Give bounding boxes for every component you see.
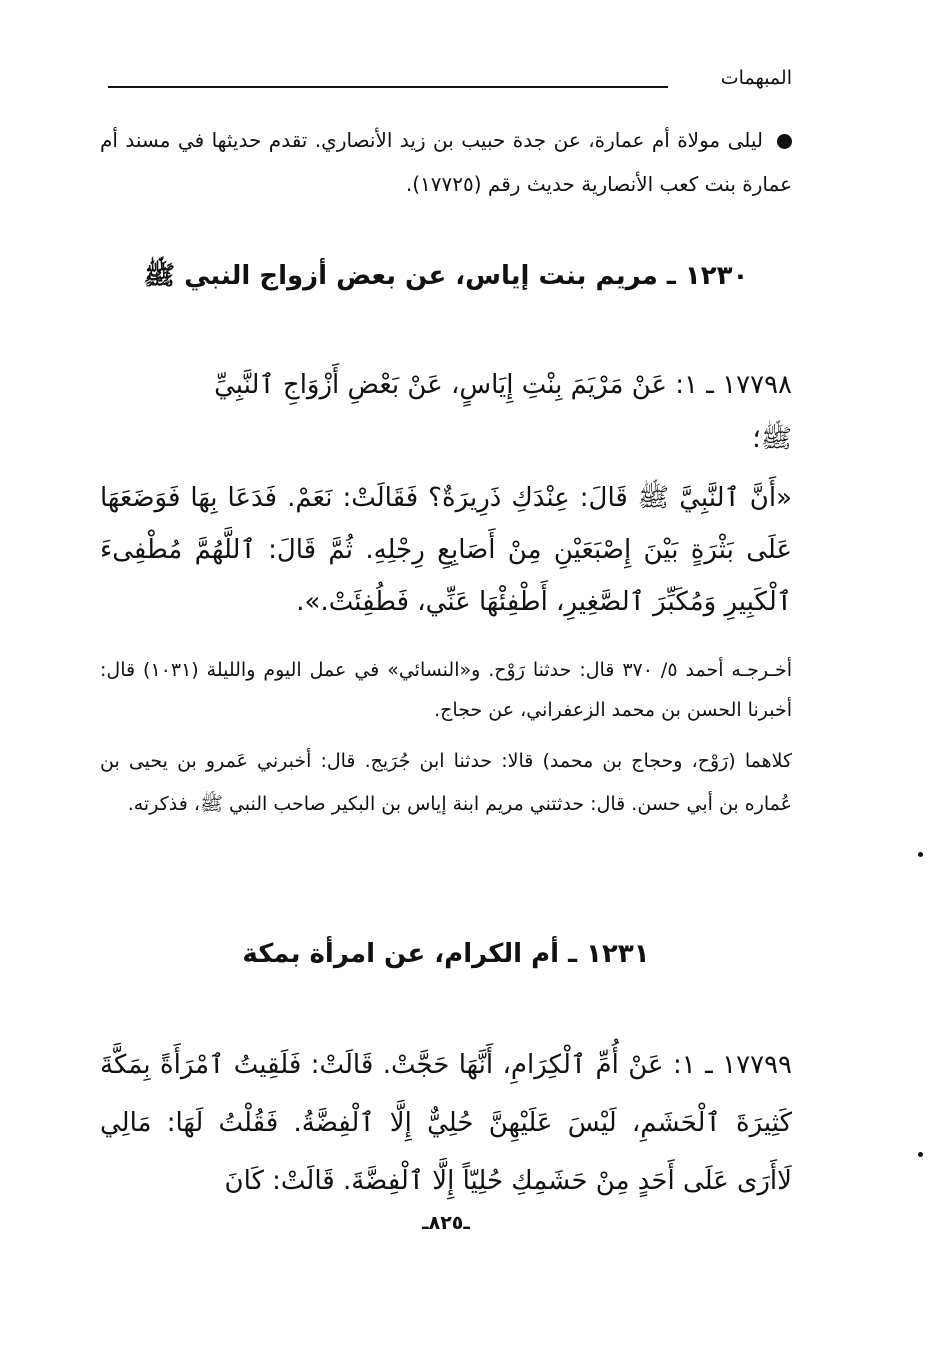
bullet-paragraph xyxy=(100,118,792,206)
hadith-text-17799: ١٧٧٩٩ ـ ١: عَنْ أُمِّ ٱلْكِرَامِ، أَنَّهَا حَجَّتْ. قَالَتْ: فَلَقِيتُ ٱمْرَأَةً بِمَكَّةَ كَثِيرَةَ ٱلْحَشَمِ، لَيْسَ عَلَيْهِنَّ حُلِيٌّ إِلَّا ٱلْفِضَّةُ. فَقُلْتُ لَهَا: مَالِي لَاأَرَى عَلَى أَحَدٍ مِنْ حَشَمِكِ حُلِيّاً إِلَّا ٱلْفِضَّةَ. قَالَتْ: كَانَ xyxy=(100,1050,792,1196)
header-rule xyxy=(108,86,668,88)
edge-mark xyxy=(918,852,923,857)
section-heading-1230: ١٢٣٠ ـ مريم بنت إياس، عن بعض أزواج النبي ﷺ xyxy=(143,261,749,291)
hadith-text-17798: «أَنَّ ٱلنَّبِيَّ ﷺ قَالَ: عِنْدَكِ ذَرِيرَةٌ؟ فَقَالَتْ: نَعَمْ. فَدَعَا بِهَا فَوَضَعَهَا عَلَى بَثْرَةٍ بَيْنَ إِصْبَعَيْنِ مِنْ أَصَابِعِ رِجْلِهِ. ثُمَّ قَالَ: ٱللَّهُمَّ مُطْفِىءَ ٱلْكَبِيرِ وَمُكَبِّرَ ٱلصَّغِيرِ، أَطْفِئْهَا عَنِّي، فَطُفِئَتْ.». xyxy=(100,483,792,617)
takhrij-paragraph-2: كلاهما (رَوْح، وحجاج بن محمد) قالا: حدثنا ابن جُرَيج. قال: أخبرني عَمرو بن يحيى بن عُماره بن أبي حسن. قال: حدثتني مريم ابنة إياس بن البكير صاحب النبي ﷺ، فذكرته. xyxy=(100,750,792,815)
hadith-intro-line2: ﷺ؛ xyxy=(752,424,792,454)
hadith-intro-17798 xyxy=(100,360,792,464)
edge-mark xyxy=(918,1152,923,1157)
bullet-paragraph-text: ليلى مولاة أم عمارة، عن جدة حبيب بن زيد الأنصاري. تقدم حديثها في مسند أم عمارة بنت كعب الأنصارية حديث رقم (١٧٧٢٥). xyxy=(100,128,792,196)
header-title: المبهمات xyxy=(720,67,792,89)
takhrij-paragraph-1: أخـرجـه أحمد ٥/ ٣٧٠ قال: حدثنا رَوْح. و«النسائي» في عمل اليوم والليلة (١٠٣١) قال: أخبرنا الحسن بن محمد الزعفراني، عن حجاج. xyxy=(100,659,792,721)
page-number: ـ٨٢٥ـ xyxy=(422,1212,470,1234)
section-heading-1231: ١٢٣١ ـ أم الكرام، عن امرأة بمكة xyxy=(242,939,650,969)
hadith-intro-line1: ١٧٧٩٨ ـ ١: عَنْ مَرْيَمَ بِنْتِ إِيَاسٍ، عَنْ بَعْضِ أَزْوَاجِ ٱلنَّبِيِّ xyxy=(214,370,792,400)
running-header xyxy=(100,64,792,98)
bullet-icon xyxy=(777,134,792,149)
